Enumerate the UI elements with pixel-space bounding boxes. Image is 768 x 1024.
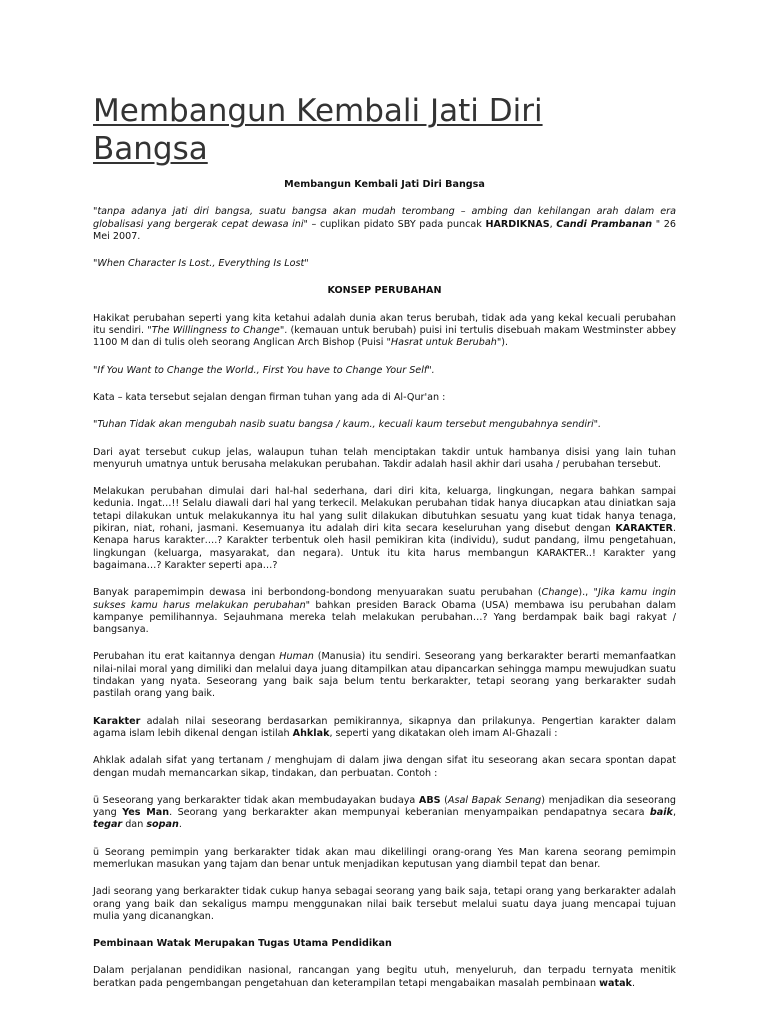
heading-konsep-perubahan: KONSEP PERUBAHAN (327, 285, 442, 297)
paragraph-dari-ayat: Dari ayat tersebut cukup jelas, walaupun tuhan telah menciptakan takdir untuk hambanya disisi yang lain tuhan menyuruh umatnya untuk berusaha melakukan perubahan. Takdir adalah hasil akhir dari usaha / perubahan tersebut. (93, 446, 676, 470)
paragraph-parapemimpin-italic2: Jika kamu ingin sukses kamu harus melakukan perubahan (93, 587, 676, 611)
paragraph-parapemimpin-b: )., " (578, 587, 598, 599)
heading-pembinaan-watak: Pembinaan Watak Merupakan Tugas Utama Pendidikan (93, 938, 392, 950)
bullet-abs-bi3: sopan (146, 819, 179, 831)
bullet-abs-c: ) menjadikan dia seseorang yang (93, 794, 677, 819)
quote-character (93, 258, 676, 270)
paragraph-hakikat-italic2: Hasrat untuk Berubah (390, 337, 497, 349)
paragraph-jadi: Jadi seorang yang berkarakter tidak cukup hanya sebagai seorang yang baik saja, tetapi orang yang berkarakter adalah orang yang baik dan sekaligus mampu menggunakan nilai baik tersebut melalui suatu daya juang mencapai tujuan mulia yang dicanangkan. (93, 886, 676, 922)
bullet-abs-f: dan (122, 819, 147, 831)
paragraph-karakter-c: , seperti yang dikatakan oleh imam Al-Ghazali : (329, 727, 558, 739)
bullet-abs-a: Seseorang yang berkarakter tidak akan membudayakan budaya (99, 794, 419, 806)
paragraph-pendidikan-a: Dalam perjalanan pendidikan nasional, rancangan yang begitu utuh, menyeluruh, dan terpadu ternyata menitik beratkan pada pengembangan pengetahuan dan keterampilan tetapi mengabaikan masalah pembinaan (93, 965, 676, 989)
bullet-item-pemimpin (93, 847, 676, 872)
paragraph-hakikat-c: "). (496, 337, 509, 349)
paragraph-hakikat-a: Hakikat perubahan seperti yang kita ketahui adalah dunia akan terus berubah, tidak ada yang kekal kecuali perubahan itu sendiri. " (93, 312, 676, 337)
quote-sby-suffix: " 26 Mei 2007. (93, 218, 676, 242)
subtitle: Membangun Kembali Jati Diri Bangsa (284, 179, 485, 190)
paragraph-pendidikan-nasional (93, 965, 676, 990)
paragraph-human-a: Perubahan itu erat kaitannya dengan (93, 651, 280, 663)
bullet-abs-d: . Seorang yang berkarakter akan mempunyai keberanian menyampaikan pendapatnya secara (169, 807, 650, 819)
quote-sby-event: HARDIKNAS (485, 218, 550, 230)
bullet-abs-bi2: tegar (93, 819, 123, 831)
paragraph-human-b: (Manusia) itu sendiri. Seseorang yang berkarakter berarti memanfaatkan nilai-nilai moral yang dimiliki dan melalui daya juang ditampilkan atau dipancarkan sehingga mampu mewujudkan suatu tindakan yang nyata. Seseorang yang baik saja belum tentu berkarakter, tetapi seorang yang berkarakter sudah pastilah orang yang baik. (93, 651, 676, 700)
quote-sby (93, 206, 676, 243)
paragraph-pendidikan-c: . (631, 977, 635, 989)
paragraph-hakikat (93, 313, 676, 350)
quote-tuhan (93, 419, 676, 431)
paragraph-karakter-bold1: Karakter (93, 715, 141, 727)
paragraph-ahklak: Ahklak adalah sifat yang tertanam / menghujam di dalam jiwa dengan sifat itu seseorang akan secara spontan dapat dengan mudah memancarkan sikap, tindakan, dan perbuatan. Contoh : (93, 755, 676, 779)
paragraph-karakter-bold2: Ahklak (292, 727, 330, 739)
quote-sby-comma: , (549, 218, 557, 230)
quote-change-world-text: "If You Want to Change the World., First You have to Change Your Self". (93, 364, 435, 376)
bullet-abs-italic: Asal Bapak Senang (447, 794, 542, 806)
paragraph-parapemimpin (93, 587, 676, 636)
bullet-check-icon: ü (93, 794, 100, 806)
paragraph-melakukan-perubahan (93, 486, 676, 572)
quote-sby-place: Candi Prambanan (556, 218, 653, 230)
paragraph-karakter (93, 716, 676, 741)
paragraph-parapemimpin-c: " bahkan presiden Barack Obama (USA) membawa isu perubahan dalam kampanye pemilihannya. Sejauhmana mereka telah melakukan perubahan…? Yang berdampak baik bagi rakyat / bangsanya. (93, 599, 676, 636)
paragraph-hakikat-b: ". (kemauan untuk berubah) puisi ini tertulis disebuah makam Westminster abbey 1100 M dan di tulis oleh seorang Anglican Arch Bishop (Puisi " (93, 325, 677, 349)
paragraph-kata-kata: Kata – kata tersebut sejalan dengan firman tuhan yang ada di Al-Qur'an : (93, 391, 446, 403)
paragraph-human (93, 651, 676, 700)
quote-change-world (93, 365, 676, 377)
bullet-check-icon: ü (93, 846, 100, 858)
quote-tuhan-text: "Tuhan Tidak akan mengubah nasib suatu bangsa / kaum., kecuali kaum tersebut mengubahnya sendiri". (93, 419, 602, 431)
paragraph-parapemimpin-italic1: Change (541, 587, 579, 599)
bullet-abs-g: . (178, 819, 182, 831)
paragraph-karakter-a: adalah nilai seseorang berdasarkan pemikirannya, sikapnya dan prilakunya. Pengertian karakter dalam agama islam lebih dikenal dengan istilah (93, 715, 676, 739)
document-title: Membangun Kembali Jati Diri Bangsa (93, 93, 543, 167)
bullet-abs-b: ( (440, 794, 448, 806)
paragraph-melakukan-a: Melakukan perubahan dimulai dari hal-hal sederhana, dari diri kita, keluarga, lingkungan, negara bahkan sampai kedunia. Ingat…!! Selalu diawali dari hal yang terkecil. Melakukan perubahan tidak hanya diucapkan atau diniatkan saja tetapi dilakukan untuk melakukannya itu hal yang sulit dilakukan dibutuhkan sesuatu yang kuat tidak hanya tenaga, pikiran, niat, rohani, jasmani. Kesemuanya itu adalah diri kita secara keseluruhan yang disebut dengan (93, 486, 676, 535)
bullet-abs-bi1: baik (649, 807, 673, 819)
paragraph-melakukan-c: . Kenapa harus karakter….? Karakter terbentuk oleh hasil pemikiran kita (individu), sudut pandang, ilmu pengetahuan, lingkungan (keluarga, masyarakat, dan negara). Untuk itu kita harus membangun KARAKTER..! Karakter yang bagaimana…? Karakter seperti apa…? (93, 523, 676, 571)
paragraph-hakikat-italic1: The Willingness to Change (151, 325, 280, 337)
document-body (93, 179, 676, 1005)
bullet-abs-bold1: ABS (418, 794, 441, 806)
paragraph-human-italic: Human (279, 651, 314, 663)
bullet-abs-bold2: Yes Man (122, 807, 170, 819)
bullet-abs-e: , (672, 807, 676, 819)
quote-sby-text: "tanpa adanya jati diri bangsa, suatu bangsa akan mudah terombang – ambing dan kehilangan arah dalam era globalisasi yang bergerak cepat dewasa ini" (93, 206, 676, 230)
paragraph-melakukan-bold: KARAKTER (615, 523, 673, 535)
quote-sby-prefix: – cuplikan pidato SBY pada puncak (307, 218, 486, 230)
paragraph-parapemimpin-a: Banyak parapemimpin dewasa ini berbondong-bondong menyuarakan suatu perubahan ( (93, 587, 542, 599)
bullet-item-abs (93, 795, 676, 832)
paragraph-pendidikan-bold: watak (599, 977, 632, 989)
quote-character-text: "When Character Is Lost., Everything Is Lost" (93, 258, 309, 270)
bullet-pemimpin-text: Seorang pemimpin yang berkarakter tidak akan mau dikelilingi orang-orang Yes Man karena seorang pemimpin memerlukan masukan yang tajam dan benar untuk menjadikan keputusan yang diambil tepat dan benar. (93, 846, 676, 870)
